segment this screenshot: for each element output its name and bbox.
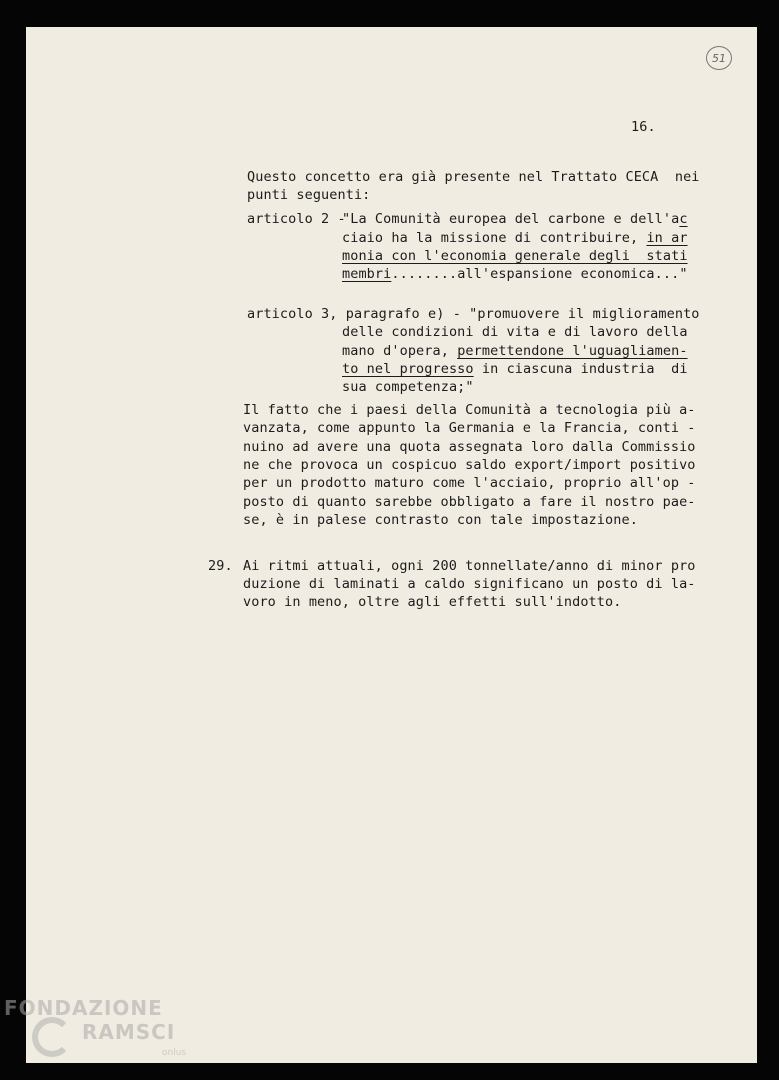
art3-line-2: delle condizioni di vita e di lavoro della bbox=[342, 324, 688, 340]
para-line-4: ne che provoca un cospicuo saldo export/import positivo bbox=[243, 457, 696, 473]
item29-line-3: voro in meno, oltre agli effetti sull'indotto. bbox=[243, 594, 622, 610]
art2-label: articolo 2 - bbox=[247, 211, 354, 227]
para-line-5: per un prodotto maturo come l'acciaio, proprio all'op - bbox=[243, 475, 696, 491]
document-page bbox=[26, 27, 757, 1063]
page-number: 16. bbox=[631, 119, 656, 135]
item29-line-2: duzione di laminati a caldo significano un posto di la- bbox=[243, 576, 696, 592]
para-line-6: posto di quanto sarebbe obbligato a fare il nostro pae- bbox=[243, 494, 696, 510]
item29-line-1: Ai ritmi attuali, ogni 200 tonnellate/anno di minor pro bbox=[243, 558, 696, 574]
para-line-7: se, è in palese contrasto con tale impostazione. bbox=[243, 512, 638, 528]
art3-line-5: sua competenza;" bbox=[342, 379, 474, 395]
watermark-fondazione: FONDAZIONE bbox=[4, 996, 163, 1020]
art2-line-2: ciaio ha la missione di contribuire, in ar bbox=[342, 230, 688, 246]
item29-number: 29. bbox=[208, 558, 233, 574]
para-line-2: vanzata, come appunto la Germania e la Francia, conti - bbox=[243, 420, 696, 436]
intro-line-2: punti seguenti: bbox=[247, 187, 371, 203]
art2-line-4: membri........all'espansione economica..." bbox=[342, 266, 688, 282]
art2-line-3: monia con l'economia generale degli stati bbox=[342, 248, 688, 264]
para-line-3: nuino ad avere una quota assegnata loro dalla Commissio bbox=[243, 439, 696, 455]
watermark-gramsci: RAMSCI bbox=[82, 1020, 176, 1044]
para-line-1: Il fatto che i paesi della Comunità a tecnologia più a- bbox=[243, 402, 696, 418]
art3-line-4: to nel progresso in ciascuna industria di bbox=[342, 361, 688, 377]
intro-line-1: Questo concetto era già presente nel Trattato CECA nei bbox=[247, 169, 700, 185]
art3-line-3: mano d'opera, permettendone l'uguagliamen- bbox=[342, 343, 688, 359]
art3-label: articolo 3, paragrafo e) - "promuovere il miglioramento bbox=[247, 306, 700, 322]
archive-stamp: 51 bbox=[706, 46, 732, 70]
art2-line-1: "La Comunità europea del carbone e dell'ac bbox=[342, 211, 688, 227]
watermark-onlus: onlus bbox=[162, 1048, 187, 1058]
watermark-g-icon bbox=[32, 1017, 72, 1057]
